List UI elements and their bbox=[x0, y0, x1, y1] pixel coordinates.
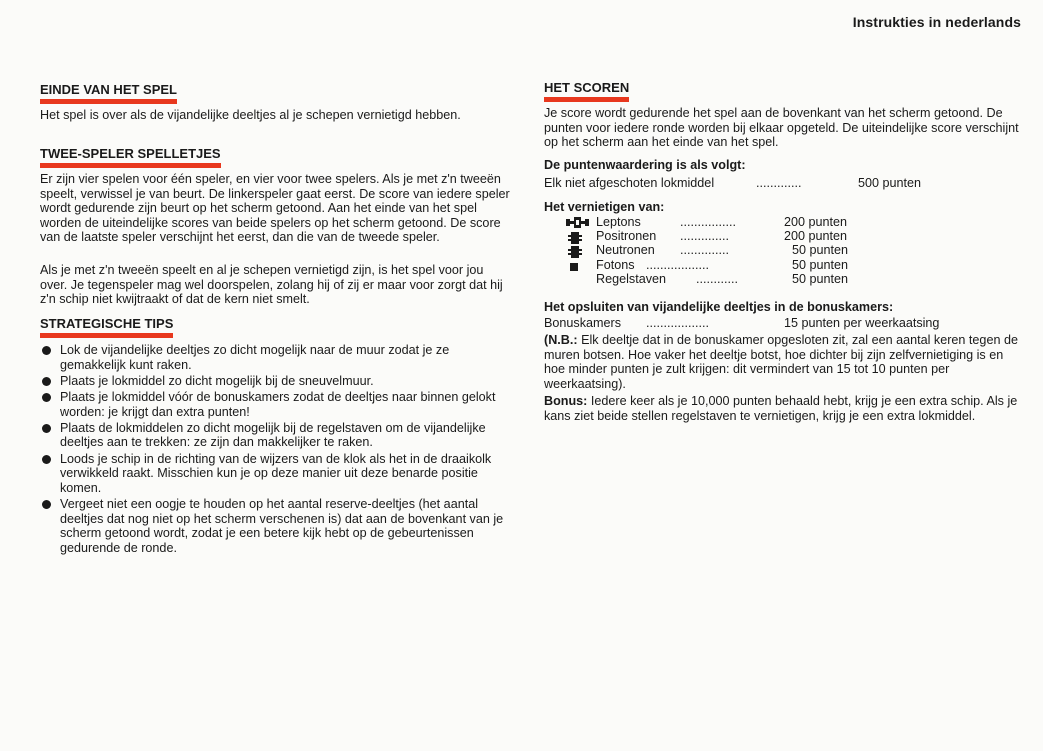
bonus-text: Iedere keer als je 10,000 punten behaald hebt, krijg je een extra schip. Als je kans ziet beide stellen regelstaven te vernietigen, krijg je een extra lokmiddel. bbox=[544, 394, 1018, 423]
lokmiddel-dots: ............. bbox=[756, 176, 802, 190]
positronen-label: Positronen bbox=[596, 229, 657, 243]
regelstaven-label: Regelstaven bbox=[596, 272, 667, 286]
vernietigen-heading: Het vernietigen van: bbox=[544, 200, 665, 214]
bonuskamers-dots: .................. bbox=[646, 316, 709, 330]
section-scoren-title-text: HET SCOREN bbox=[544, 80, 630, 95]
bullet-icon bbox=[42, 393, 51, 402]
section-twee-title-text: TWEE-SPELER SPELLETJES bbox=[40, 146, 221, 161]
section-twee-title bbox=[40, 146, 221, 168]
bonus-label: Bonus: bbox=[544, 394, 588, 408]
neutronen-label: Neutronen bbox=[596, 243, 655, 257]
fotons-dots: .................. bbox=[646, 258, 709, 272]
waardering-heading: De puntenwaardering is als volgt: bbox=[544, 158, 746, 172]
neutronen-points: 50 punten bbox=[792, 243, 849, 257]
section-einde-title-text: EINDE VAN HET SPEL bbox=[40, 82, 178, 97]
positron-icon bbox=[568, 232, 582, 244]
section-einde-title bbox=[40, 82, 177, 104]
bullet-icon bbox=[42, 500, 51, 509]
tips-list bbox=[40, 343, 516, 557]
bullet-icon bbox=[42, 346, 51, 355]
positronen-dots: .............. bbox=[680, 229, 729, 243]
section-title-bar bbox=[40, 333, 173, 338]
list-item: Plaats de lokmiddelen zo dicht mogelijk bij de regelstaven om de vijandelijke deeltjes aan te trekken: ze zijn dan makkelijker te raken. bbox=[40, 421, 516, 450]
section-title-bar bbox=[544, 97, 629, 102]
positronen-points: 200 punten bbox=[784, 229, 848, 243]
fotons-points: 50 punten bbox=[792, 258, 849, 272]
section-title-bar bbox=[40, 99, 177, 104]
list-item: Vergeet niet een oogje te houden op het aantal reserve-deeltjes (het aantal deeltjes dat nog niet op het scherm verschenen is) dat aan de bovenkant van je scherm getoond wordt, zodat je een betere kijk hebt op de gebeurtenissen gedurende de ronde. bbox=[40, 497, 516, 555]
einde-text: Het spel is over als de vijandelijke deeltjes al je schepen vernietigd hebben. bbox=[40, 108, 461, 122]
section-tips-title-text: STRATEGISCHE TIPS bbox=[40, 316, 174, 331]
list-item: Loods je schip in de richting van de wijzers van de klok als het in de draaikolk verwikkeld raakt. Misschien kun je op deze manier uit deze benarde positie komen. bbox=[40, 452, 516, 496]
page-header: Instrukties in nederlands bbox=[852, 14, 1021, 30]
nb-label: (N.B.: bbox=[544, 333, 578, 347]
foton-icon bbox=[570, 263, 578, 271]
scoren-intro: Je score wordt gedurende het spel aan de bovenkant van het scherm getoond. De punten voor iedere ronde worden bij elkaar opgeteld. De uiteindelijke score verschijnt op het scherm aan het einde van het spel. bbox=[544, 106, 1019, 150]
twee-para-1: Er zijn vier spelen voor één speler, en vier voor twee spelers. Als je met z'n tweeën speelt, verwissel je van beurt. De linkerspeler gaat eerst. De score van iedere speler wordt gedurende zijn beurt op het scherm getoond. Aan het einde van het spel worden de uiteindelijke scores van beide spelers op het scherm getoond. De score van de laatste speler verschijnt het eerst, dan die van de tweede speler. bbox=[40, 172, 510, 245]
neutron-icon bbox=[568, 246, 582, 258]
bonuskamers-label: Bonuskamers bbox=[544, 316, 621, 330]
twee-para-2: Als je met z'n tweeën speelt en al je schepen vernietigd zijn, is het spel voor jou over. Je tegenspeler mag wel doorspelen, zolang hij of zij er maar voor zorgt dat hij z'n schip niet kwijtraakt of dat de kern niet smelt. bbox=[40, 263, 503, 307]
section-title-bar bbox=[40, 163, 221, 168]
nb-text: Elk deeltje dat in de bonuskamer opgesloten zit, zal een aantal keren tegen de muren botsen. Hoe vaker het deeltje botst, hoe dichter bij zijn zelfvernietiging is en hoe minder punten je zult krijgen: dit vermindert van 15 tot 10 punten per weerkaatsing). bbox=[544, 333, 1018, 391]
list-item: Lok de vijandelijke deeltjes zo dicht mogelijk naar de muur zodat je ze gemakkelijk kunt raken. bbox=[40, 343, 516, 372]
regelstaven-points: 50 punten bbox=[792, 272, 849, 286]
leptons-points: 200 punten bbox=[784, 215, 848, 229]
bonus-paragraph bbox=[544, 394, 1020, 423]
list-item: Plaats je lokmiddel vóór de bonuskamers zodat de deeltjes naar binnen gelokt worden: je krijgt dan extra punten! bbox=[40, 390, 516, 419]
leptons-dots: ................ bbox=[680, 215, 736, 229]
leptons-label: Leptons bbox=[596, 215, 641, 229]
list-item: Plaats je lokmiddel zo dicht mogelijk bij de sneuvelmuur. bbox=[40, 374, 516, 389]
section-tips-title bbox=[40, 316, 173, 338]
nb-paragraph bbox=[544, 333, 1020, 391]
neutronen-dots: .............. bbox=[680, 243, 729, 257]
bullet-icon bbox=[42, 424, 51, 433]
bullet-icon bbox=[42, 377, 51, 386]
bonuskamers-points: 15 punten per weerkaatsing bbox=[784, 316, 940, 330]
bullet-icon bbox=[42, 455, 51, 464]
lepton-icon bbox=[566, 216, 596, 229]
opsluiten-heading: Het opsluiten van vijandelijke deeltjes in de bonuskamers: bbox=[544, 300, 894, 314]
lokmiddel-points: 500 punten bbox=[858, 176, 922, 190]
lokmiddel-label: Elk niet afgeschoten lokmiddel bbox=[544, 176, 715, 190]
regelstaven-dots: ............ bbox=[696, 272, 738, 286]
section-scoren-title bbox=[544, 80, 629, 102]
fotons-label: Fotons bbox=[596, 258, 635, 272]
